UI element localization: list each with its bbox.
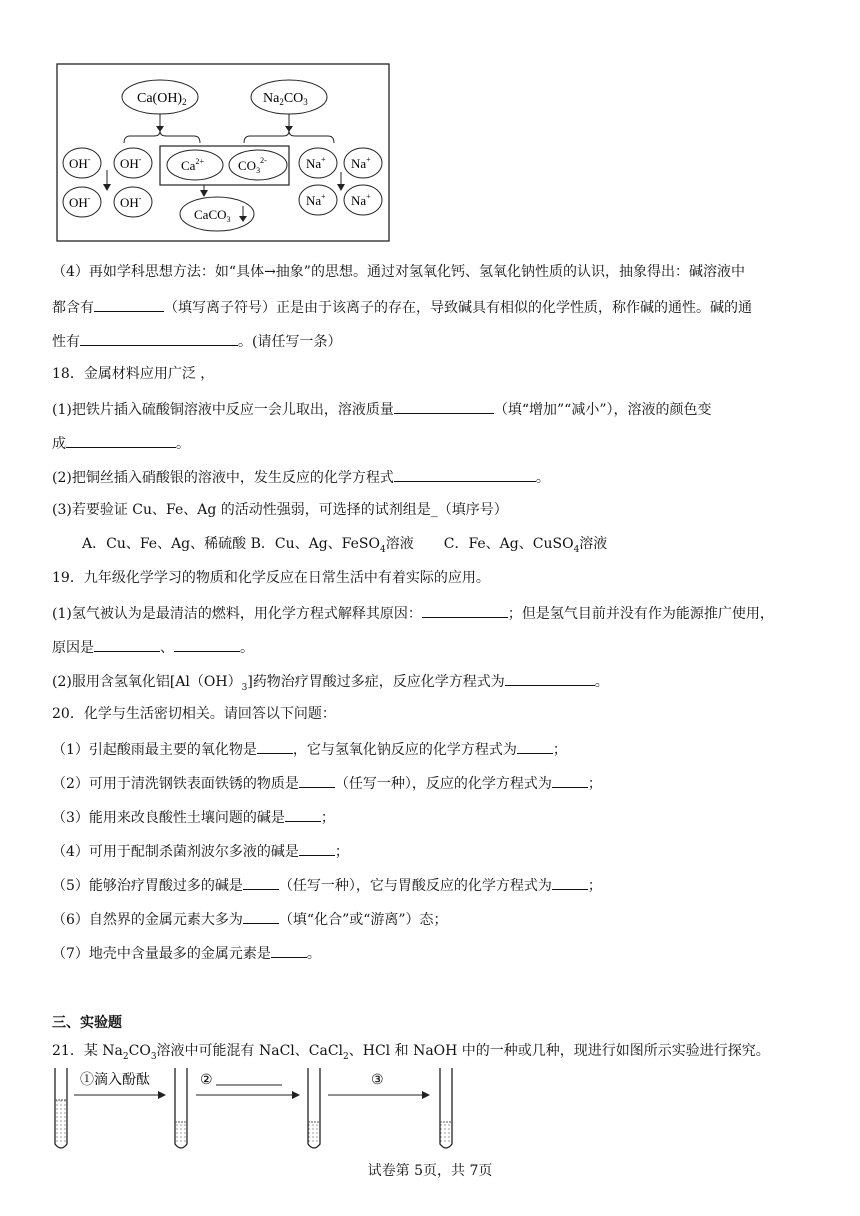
q19-part2: (2)服用含氢氧化铝$[Al(OH)_3]$药物治疗胃酸过多症，反应化学方程式为 。 [52, 670, 609, 698]
svg-text:CaCO3: CaCO$_3$ [194, 207, 231, 224]
arrow-down-icon [337, 184, 345, 191]
left-brace [124, 131, 200, 143]
answer-blank[interactable] [243, 908, 279, 924]
answer-blank[interactable] [271, 942, 307, 958]
test-tube [55, 1068, 67, 1148]
svg-text:OH-: OH- [69, 194, 91, 210]
q19-part1: (1)氢气被认为是最清洁的燃料，用化学方程式解释其原因： ；但是氢气目前并没有作为能源推广使用， [52, 602, 774, 624]
q20-item6: （6）自然界的金属元素大多为 （填“化合”或“游离”）态； [52, 908, 448, 930]
q18-part2: (2)把铜丝插入硝酸银的溶液中，发生反应的化学方程式 。 [52, 466, 550, 488]
test-tube [175, 1068, 187, 1148]
q18-part1: (1)把铁片插入硫酸铜溶液中反应一会儿取出，溶液质量 （填“增加”“减小”），溶液的颜色变 [52, 398, 711, 420]
svg-text:Na+: Na+ [351, 192, 371, 208]
q17-4-line3: 性有 。(请任写一条） [52, 330, 341, 352]
arrow-down-icon [200, 190, 208, 197]
answer-blank[interactable] [257, 738, 293, 754]
na2co3-label: $Na_2CO_3$ [263, 91, 308, 107]
q19-part1-cont: 原因是 、 。 [52, 636, 254, 658]
svg-text:OH-: OH- [69, 155, 91, 171]
step1-label: ①滴入酚酞 [80, 1073, 150, 1088]
q18-part1-cont: 成 。 [52, 432, 190, 454]
step3-label: ③ [371, 1073, 384, 1088]
experiment-diagram [0, 1064, 860, 1154]
section-heading: 三、实验题 [52, 1015, 122, 1031]
q20-item2: （2）可用于清洗钢铁表面铁锈的物质是 （任写一种），反应的化学方程式为 ； [52, 772, 602, 794]
answer-blank[interactable] [422, 602, 508, 618]
svg-text:Na+: Na+ [306, 192, 326, 208]
svg-text:OH-: OH- [120, 155, 142, 171]
q20-item4: （4）可用于配制杀菌剂波尔多液的碱是 ； [52, 840, 349, 862]
svg-text:CO32-: $CO_3^{2-}$ [238, 156, 267, 175]
answer-blank[interactable] [285, 806, 321, 822]
ion-reaction-diagram [0, 0, 860, 250]
q20-item5: （5）能够治疗胃酸过多的碱是 （任写一种），它与胃酸反应的化学方程式为 ； [52, 874, 602, 896]
answer-blank[interactable] [552, 874, 588, 890]
answer-blank[interactable] [394, 466, 536, 482]
test-tube [440, 1068, 452, 1148]
answer-blank[interactable] [299, 840, 335, 856]
q20-item7: （7）地壳中含量最多的金属元素是 。 [52, 942, 321, 964]
arrow-down-icon [103, 184, 111, 191]
step2-label: ② [200, 1073, 213, 1088]
arrow-right-icon [158, 1091, 166, 1099]
answer-blank[interactable] [243, 874, 279, 890]
arrow-right-icon [292, 1091, 300, 1099]
svg-text:Na+: Na+ [351, 155, 371, 171]
caoh2-label: $Ca(OH)_2$ [137, 91, 187, 107]
answer-blank[interactable] [94, 296, 164, 312]
q19-title: 19．九年级化学学习的物质和化学反应在日常生活中有着实际的应用。 [52, 570, 490, 586]
test-tube [308, 1068, 320, 1148]
svg-text:OH-: OH- [120, 194, 142, 210]
q18-options: A．Cu、Fe、Ag、稀硫酸 B．Cu、Ag、FeSO$_4$溶液 C．Fe、Ag、CuSO$_4$溶液 [82, 536, 608, 555]
q20-title: 20．化学与生活密切相关。请回答以下问题： [52, 706, 336, 722]
arrow-right-icon [422, 1091, 430, 1099]
answer-blank[interactable] [94, 636, 160, 652]
svg-text:Ca2+: $Ca^{2+}$ [181, 157, 204, 173]
answer-blank[interactable] [517, 738, 553, 754]
answer-blank[interactable] [505, 670, 595, 686]
answer-blank[interactable] [174, 636, 240, 652]
q18-title: 18．金属材料应用广泛 ， [52, 366, 215, 382]
right-brace [244, 131, 334, 143]
answer-blank[interactable] [80, 330, 238, 346]
answer-blank[interactable] [299, 772, 335, 788]
q17-4-line1: （4）再如学科思想方法：如“具体→抽象”的思想。通过对氢氧化钙、氢氧化钠性质的认识，抽象得出：碱溶液中 [52, 264, 745, 280]
svg-text:Na+: Na+ [306, 155, 326, 171]
q17-4-line2: 都含有 （填写离子符号）正是由于该离子的存在，导致碱具有相似的化学性质，称作碱的通性。碱的通 [52, 296, 752, 318]
answer-blank[interactable] [66, 432, 176, 448]
q20-item3: （3）能用来改良酸性土壤问题的碱是 ； [52, 806, 335, 828]
precipitate-arrow-icon [239, 216, 247, 222]
answer-blank[interactable] [552, 772, 588, 788]
page-footer: 试卷第 5页，共 7页 [367, 1163, 493, 1179]
q18-part3: (3)若要验证 Cu、Fe、Ag 的活动性强弱，可选择的试剂组是_（填序号） [52, 502, 508, 518]
q20-item1: （1）引起酸雨最主要的氧化物是 ，它与氢氧化钠反应的化学方程式为 ； [52, 738, 567, 760]
answer-blank[interactable] [394, 398, 494, 414]
q21-stem: 21．某 $Na_2CO_3$溶液中可能混有 NaCl、CaCl$_2$、HCl 和 NaOH 中的一种或几种，现进行如图所示实验进行探究。 [52, 1043, 770, 1062]
